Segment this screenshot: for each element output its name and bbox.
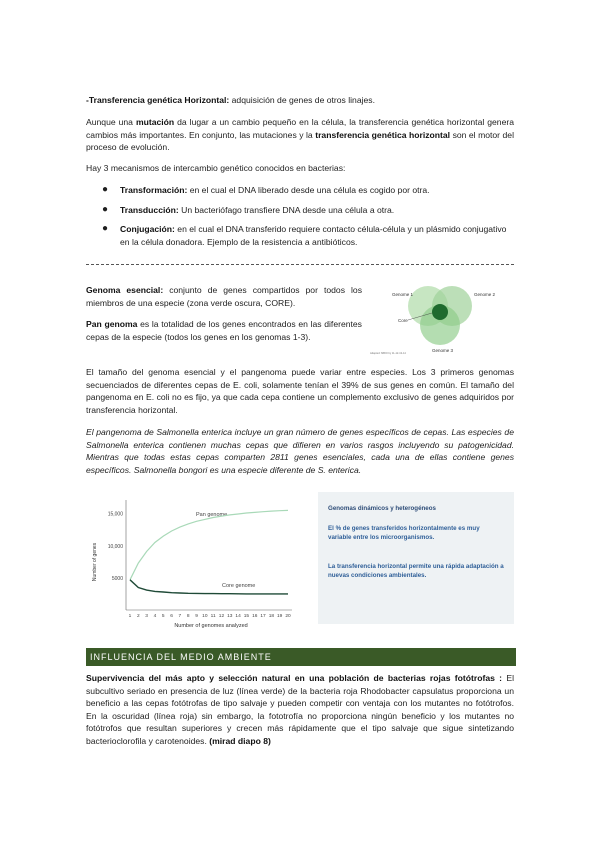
chart-x-tick-label: 18 <box>268 614 275 619</box>
list-item <box>86 184 514 197</box>
chart-x-tick-label: 3 <box>145 614 148 619</box>
p2-c: da lugar a un cambio pequeño en la célula, la transferencia genética horizontal genera cambios más importantes. En conjunto, las mutaciones y la <box>86 117 514 140</box>
section-banner <box>86 648 516 666</box>
bullet-term: Transformación: <box>120 185 188 195</box>
chart-x-tick-label: 2 <box>136 614 140 619</box>
bullet-icon: ● <box>102 203 109 215</box>
chart-x-tick-label: 13 <box>227 614 233 619</box>
tamano-paragraph: El tamaño del genoma esencial y el pangenoma puede variar entre especies. Los 3 primeros genomas secuenciados de diferentes cepas de E. coli, solamente tenían el 39% de sus genes en común. El tamaño del pangenoma en E. coli no es fijo, ya que cada cepa contiene un complemento exclusivo de genes adquiridos por transferencia horizontal. <box>86 367 514 415</box>
chart-y-axis-label: Number of genes <box>92 542 98 582</box>
venn-label-genome-1: Genome 1 <box>392 292 414 297</box>
list-item <box>86 223 514 248</box>
mechanism-list <box>86 184 514 255</box>
chart-x-tick-label: 6 <box>170 614 173 619</box>
p2-d: transferencia genética horizontal <box>315 129 451 140</box>
pan-genome-label: Pan genome <box>196 512 228 518</box>
pan-genoma-term: Pan genoma <box>86 319 138 329</box>
chart-y-tick-label: 5000 <box>111 575 123 582</box>
transferencia-paragraph <box>86 94 514 107</box>
genoma-esencial-text: conjunto de genes compartidos por todos los miembros de una especie (zona verde oscura, CORE). <box>86 285 362 308</box>
pan-genoma-paragraph <box>86 318 362 343</box>
chart-x-tick-label: 12 <box>218 614 225 619</box>
chart-x-tick-label: 4 <box>153 614 157 619</box>
mecanismos-paragraph: Hay 3 mecanismos de intercambio genético conocidos en bacterias: <box>86 163 346 173</box>
p2-e: son el motor del proceso de evolución. <box>86 129 514 153</box>
figure-box-point-2: La transferencia horizontal permite una rápida adaptación a nuevas condiciones ambientales. <box>328 563 504 579</box>
chart-x-tick-label: 7 <box>178 614 182 619</box>
chart-x-tick-label: 16 <box>252 614 258 619</box>
venn-core <box>432 304 448 320</box>
venn-label-genome-3: Genome 3 <box>432 348 454 353</box>
supervivencia-text: El subcultivo seriado en presencia de luz (línea verde) de la bacteria roja Rhodobacter capsulatus proporciona un beneficio a las cepas fotótrofas de tipo salvaje y pueden competir con ventaja con los mutantes no fotótrofos. En la oscuridad (línea roja) sin embargo, la fototrofía no proporciona ningún beneficio y los mutantes no fotótrofos que resultan superiores y crecen más rápidamente que el tipo salvaje que sigue sintetizando bacterioclorofila y carotenoides. <box>86 673 514 746</box>
venn-credit: Adapted: MBIO by 11-12-13-14 <box>370 352 406 355</box>
p2-a: Aunque una <box>86 117 136 127</box>
dashed-divider <box>86 264 514 265</box>
venn-label-genome-2: Genome 2 <box>474 292 496 297</box>
chart-y-tick-label: 15,000 <box>107 511 123 518</box>
genome-venn-diagram <box>368 280 514 356</box>
chart-x-tick-label: 9 <box>195 614 198 619</box>
figure-info-box <box>318 492 514 624</box>
bullet-icon: ● <box>102 223 109 235</box>
transferencia-text: adquisición de genes de otros linajes. <box>229 95 375 105</box>
genome-chart <box>86 492 318 630</box>
chart-x-tick-label: 14 <box>235 614 241 619</box>
mutacion-paragraph <box>86 116 514 154</box>
chart-x-tick-label: 8 <box>186 614 190 619</box>
chart-x-tick-label: 19 <box>277 614 283 619</box>
bullet-text: en el cual el DNA liberado desde una célula es cogido por otra. <box>187 185 430 195</box>
pan-genoma-text: es la totalidad de los genes encontrados en las diferentes cepas de la especie (todos los genes en los genomas 1-3). <box>86 319 362 342</box>
genoma-esencial-term: Genoma esencial: <box>86 285 164 295</box>
supervivencia-colon: : <box>494 673 503 683</box>
venn-label-core: Core <box>398 318 408 323</box>
bullet-term: Transducción: <box>120 204 179 215</box>
bullet-text: en el cual el DNA transferido requiere contacto célula-célula y un plásmido conjugativo en la célula donadora. Ejemplo de la resistencia a antibióticos. <box>120 224 507 247</box>
bullet-term: Conjugación: <box>120 224 175 235</box>
chart-x-tick-label: 15 <box>243 614 250 619</box>
figure-box-heading: Genomas dinámicos y heterogéneos <box>328 505 436 512</box>
chart-y-tick-label: 10,000 <box>107 543 123 550</box>
list-item <box>86 204 514 217</box>
chart-x-tick-label: 11 <box>210 614 216 619</box>
figure-box-point-1: El % de genes transferidos horizontalmente es muy variable entre los microorganismos. <box>328 525 480 541</box>
core-genome-label: Core genome <box>222 583 256 589</box>
chart-x-axis-label: Number of genomes analyzed <box>174 623 248 629</box>
supervivencia-ref: (mirad diapo 8) <box>206 735 271 746</box>
genoma-esencial-paragraph <box>86 284 362 309</box>
chart-x-tick-label: 10 <box>202 614 208 619</box>
supervivencia-title: Supervivencia del más apto y selección natural en una población de bacterias rojas fotótrofas <box>86 673 495 683</box>
bullet-text: Un bacteriófago transfiere DNA desde una célula a otra. <box>178 204 395 215</box>
chart-x-tick-label: 20 <box>285 614 291 619</box>
section-banner-title: INFLUENCIA DEL MEDIO AMBIENTE <box>90 652 272 662</box>
bullet-icon: ● <box>102 184 109 195</box>
chart-x-tick-label: 5 <box>161 614 165 619</box>
p2-b: mutación <box>135 117 175 127</box>
chart-x-tick-label: 1 <box>128 614 132 619</box>
transferencia-title: -Transferencia genética Horizontal: <box>86 95 230 105</box>
supervivencia-paragraph <box>86 672 514 748</box>
genome-figure <box>86 492 514 630</box>
salmonella-paragraph: El pangenoma de Salmonella enterica incluye un gran número de genes específicos de cepas. Las especies de Salmonella enterica contienen muchas cepas que difieren en varios rasgos incluyendo su patogenicidad. Mientras que todas estas cepas comparten 2811 genes esenciales, cada una de ellas contiene genes específicos. Salmonella bongori es una especie diferente de S. enterica. <box>86 427 514 475</box>
chart-x-tick-label: 17 <box>260 614 266 619</box>
